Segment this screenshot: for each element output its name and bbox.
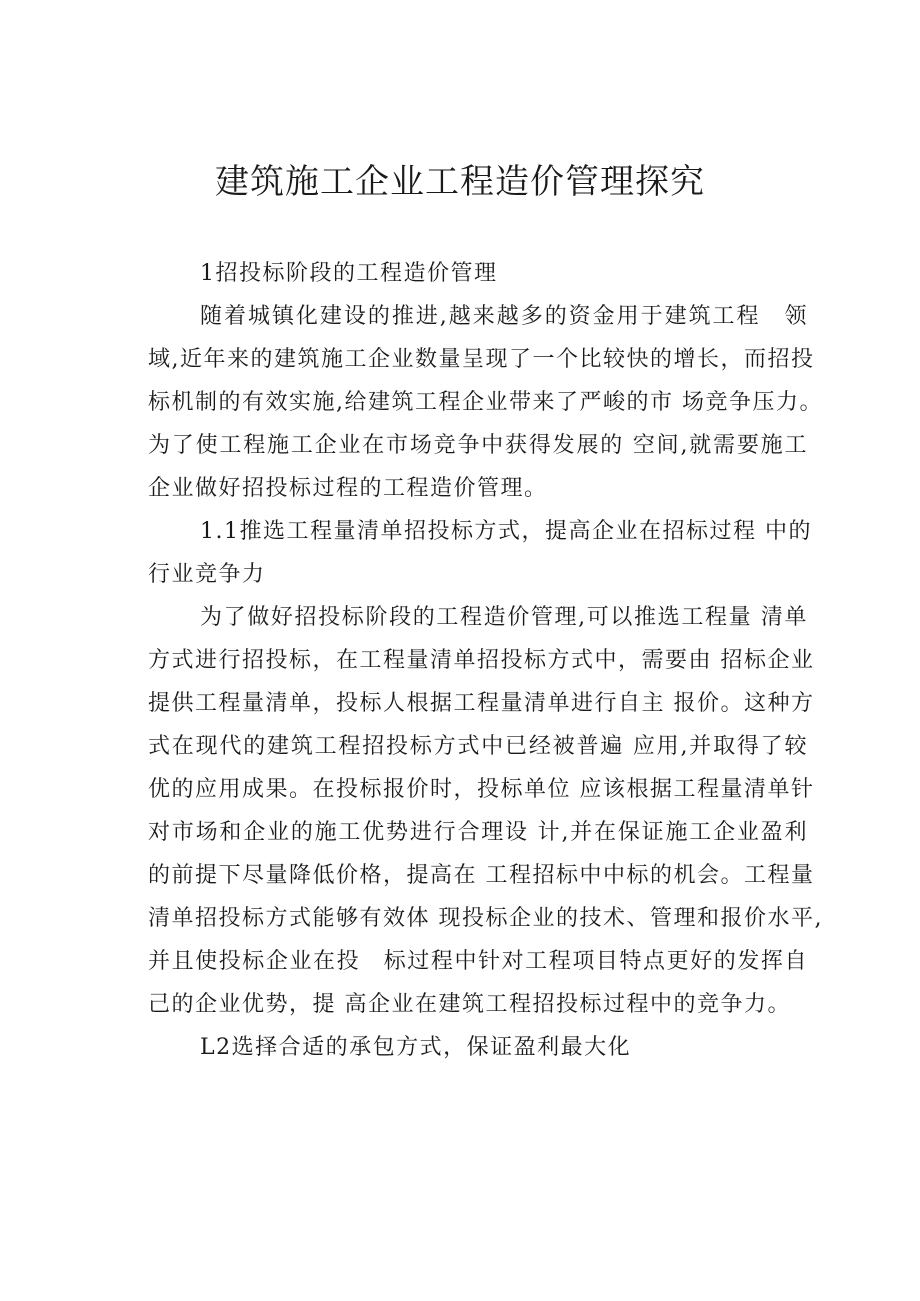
text-line: 域,近年来的建筑施工企业数量呈现了一个比较快的增长，而招投 xyxy=(148,347,815,372)
text-line: 式在现代的建筑工程招投标方式中已经被普遍 应用,并取得了较 xyxy=(148,734,808,759)
document-body xyxy=(148,252,823,1069)
text-line: 行业竞争力 xyxy=(148,562,266,587)
text-line: 方式进行招投标，在工程量清单招投标方式中，需要由 招标企业 xyxy=(148,648,815,673)
text-line: 提供工程量清单，投标人根据工程量清单进行自主 报价。这种方 xyxy=(148,691,815,716)
text-line: 为了做好招投标阶段的工程造价管理,可以推选工程量 清单 xyxy=(200,605,808,630)
text-line: 1招投标阶段的工程造价管理 xyxy=(200,261,498,286)
text-line: 为了使工程施工企业在市场竞争中获得发展的 空间,就需要施工 xyxy=(148,433,808,458)
text-line: L2选择合适的承包方式，保证盈利最大化 xyxy=(200,1035,632,1060)
text-line: 并且使投标企业在投 标过程中针对工程项目特点更好的发挥自 xyxy=(148,949,808,974)
text-line: 对市场和企业的施工优势进行合理设 计,并在保证施工企业盈利 xyxy=(148,820,808,845)
text-line: 的前提下尽量降低价格，提高在 工程招标中中标的机会。工程量 xyxy=(148,863,815,888)
text-line: 标机制的有效实施,给建筑工程企业带来了严峻的市 场竞争压力。 xyxy=(148,390,823,415)
text-line: 己的企业优势，提 高企业在建筑工程招投标过程中的竞争力。 xyxy=(148,992,791,1017)
text-line: 1.1推选工程量清单招投标方式，提高企业在招标过程 中的 xyxy=(200,519,812,544)
text-line: 企业做好招投标过程的工程造价管理。 xyxy=(148,476,548,501)
document-title: 建筑施工企业工程造价管理探究 xyxy=(215,162,705,202)
text-line: 优的应用成果。在投标报价时，投标单位 应该根据工程量清单针 xyxy=(148,777,815,802)
text-line: 清单招投标方式能够有效体 现投标企业的技术、管理和报价水平, xyxy=(148,906,823,931)
text-line: 随着城镇化建设的推进,越来越多的资金用于建筑工程 领 xyxy=(200,304,808,329)
